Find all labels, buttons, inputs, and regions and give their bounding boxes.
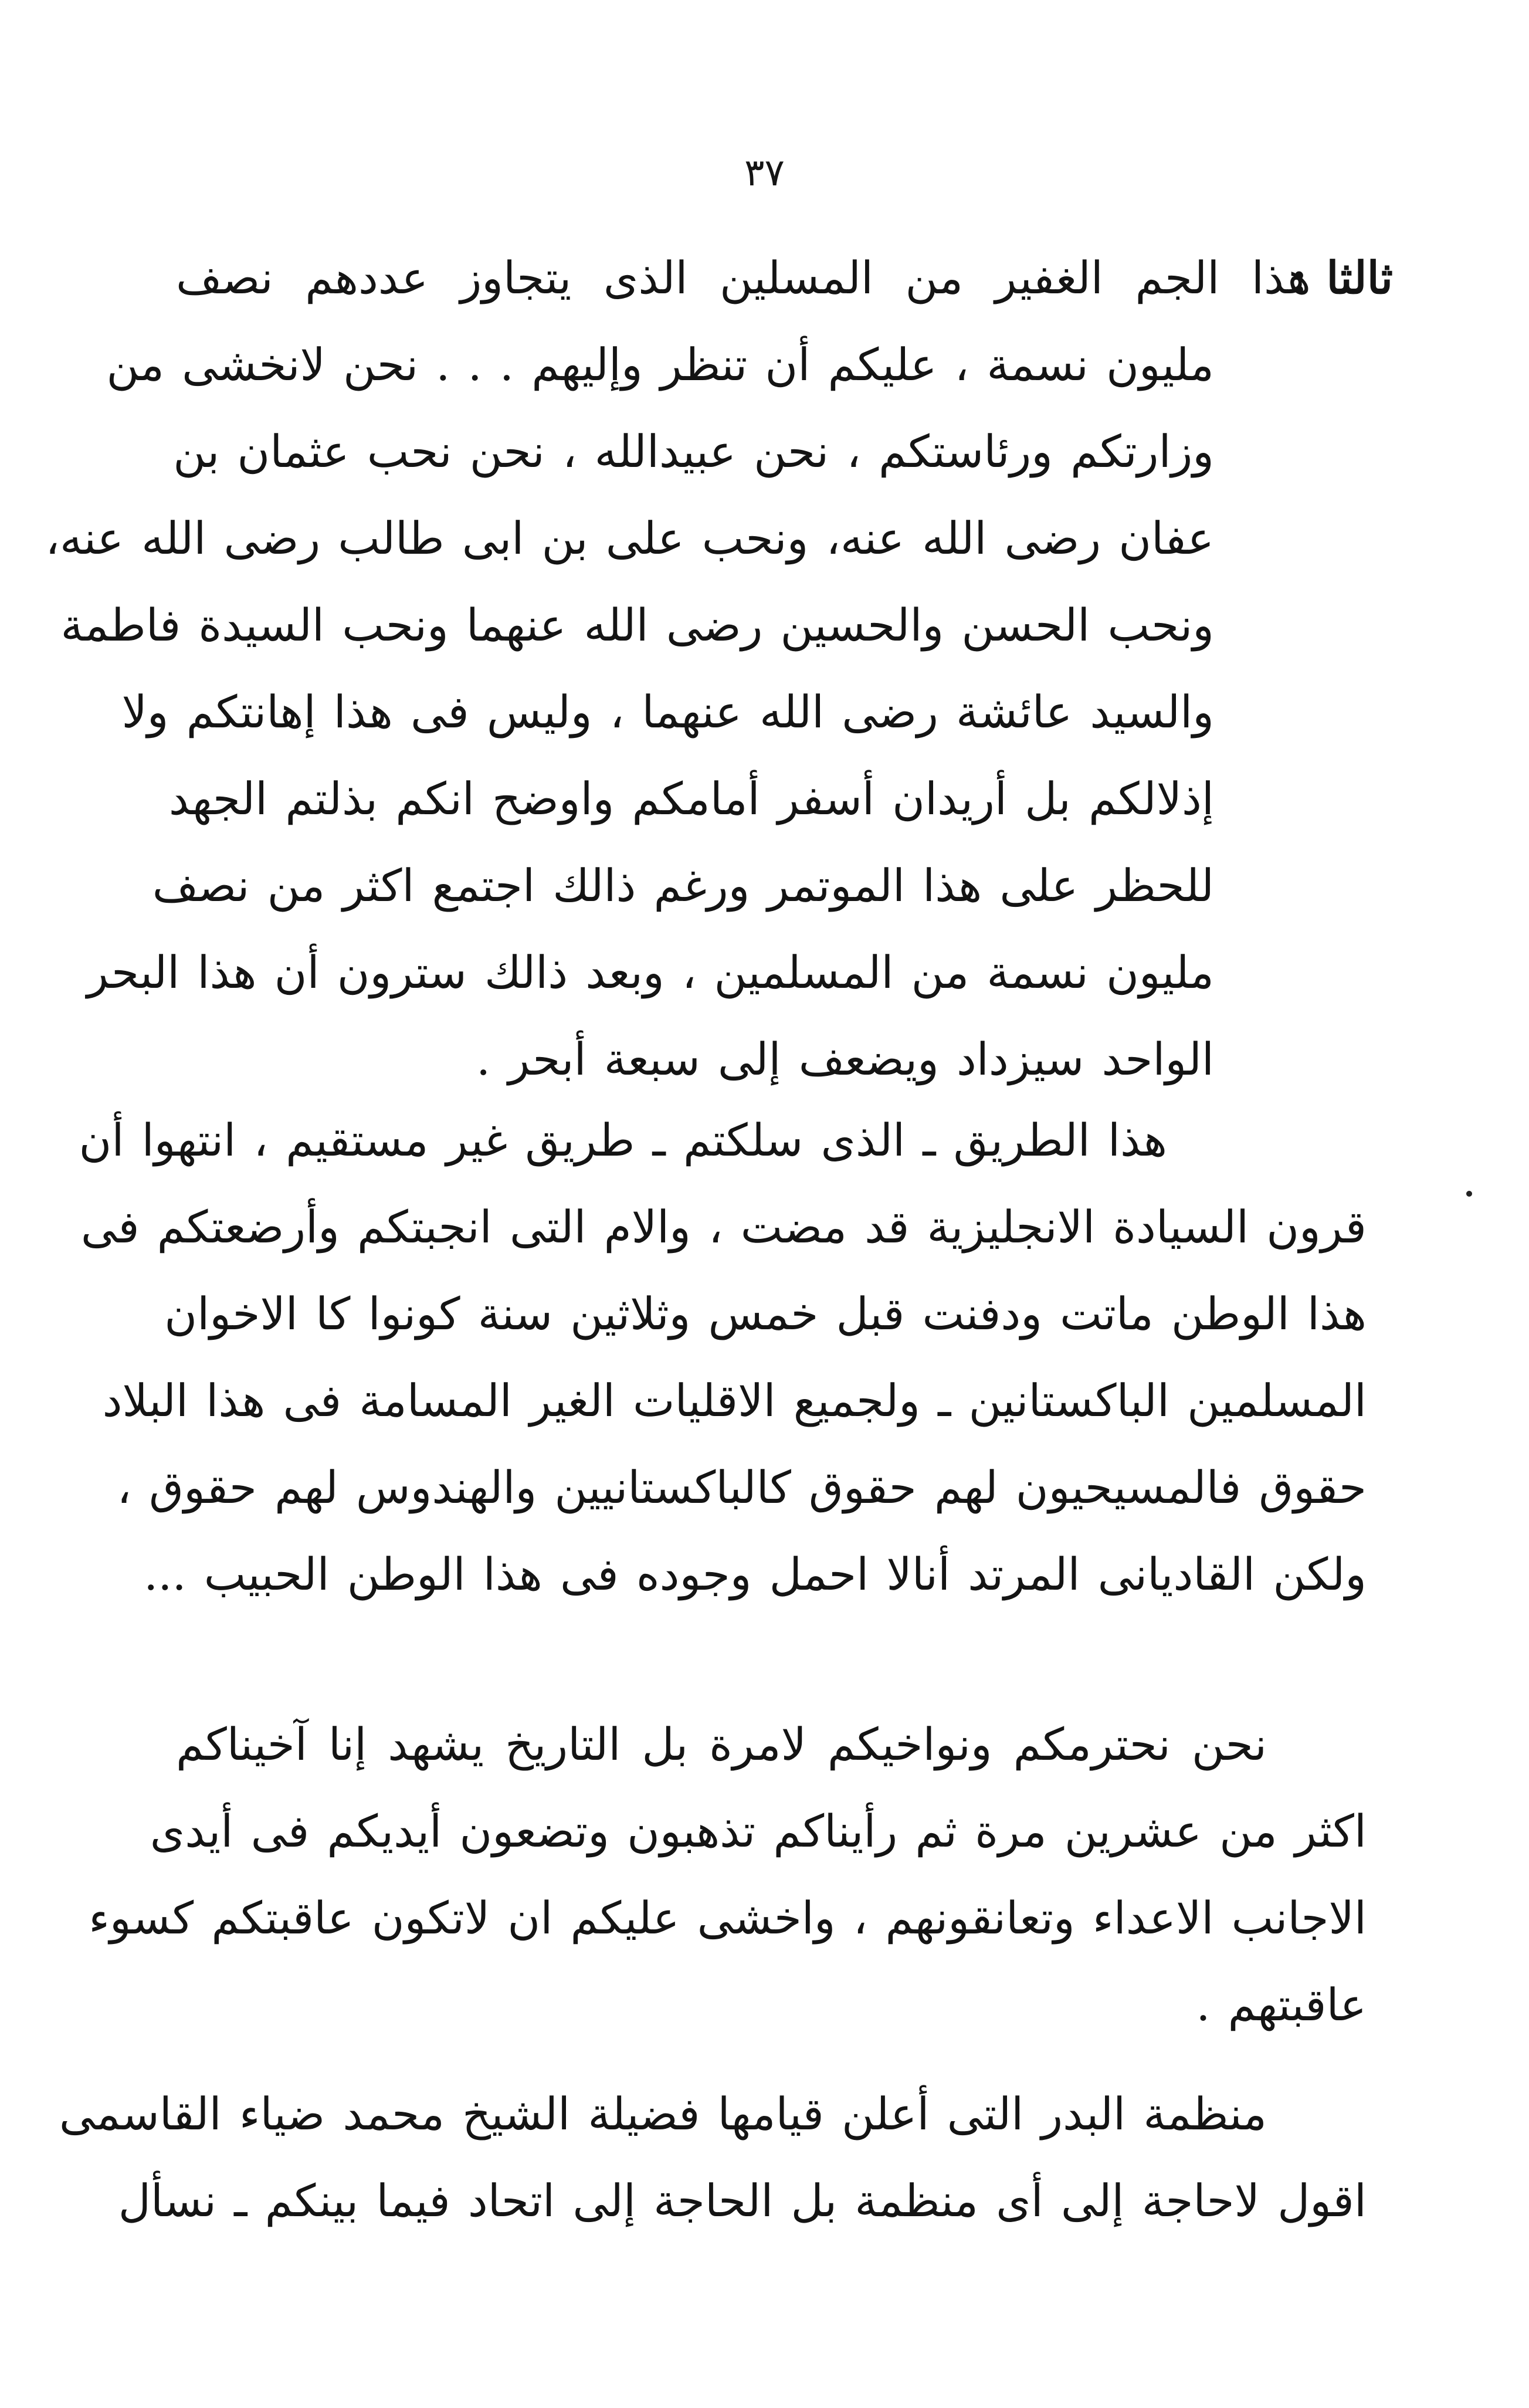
text-line: هذا الجم الغفير من المسلين الذى يتجاوز عددهم نصف — [176, 252, 1311, 304]
text-line: للحظر على هذا الموتمر ورغم ذالك اجتمع اكثر من نصف — [152, 859, 1214, 912]
paragraph — [176, 1701, 1267, 1788]
text-line: اقول لاحاجة إلى أى منظمة بل الحاجة إلى اتحاد فيما بينكم ـ نسأل — [118, 2175, 1367, 2227]
text-line: هذا الطريق ـ الذى سلكتم ـ طريق غير مستقيم ، انتهوا أن — [79, 1114, 1167, 1166]
text-line: حقوق فالمسيحيون لهم حقوق كالباكستانيين والهندوس لهم حقوق ، — [117, 1461, 1367, 1513]
text-line: المسلمين الباكستانين ـ ولجميع الاقليات الغير المسامة فى هذا البلاد — [102, 1374, 1367, 1427]
item-label: ثالثا : — [1290, 252, 1393, 304]
text-line: مليون نسمة ، عليكم أن تنظر وإليهم . . . نحن لانخشى من — [106, 338, 1214, 391]
item-three-body — [45, 321, 1214, 1103]
text-line: منظمة البدر التى أعلن قيامها فضيلة الشيخ محمد ضياء القاسمى — [59, 2088, 1267, 2140]
item-three-label-wrap — [1290, 235, 1393, 321]
text-line: الواحد سيزداد ويضعف إلى سبعة أبحر . — [476, 1033, 1214, 1085]
text-line: ونحب الحسن والحسين رضى الله عنهما ونحب السيدة فاطمة — [60, 599, 1214, 651]
paragraph — [59, 2071, 1267, 2158]
text-line: والسيد عائشة رضى الله عنهما ، وليس فى هذا إهانتكم ولا — [121, 686, 1214, 738]
text-line: الاجانب الاعداء وتعانقونهم ، واخشى عليكم ان لاتكون عاقبتكم كسوء — [89, 1892, 1367, 1944]
page-number: ٣٧ — [744, 151, 785, 195]
text-line: إذلالكم بل أريدان أسفر أمامكم واوضح انكم بذلتم الجهد — [168, 773, 1214, 825]
paragraph-body — [89, 1788, 1367, 2048]
text-line: ولكن القاديانى المرتد أنالا احمل وجوده فى هذا الوطن الحبيب ... — [144, 1548, 1367, 1600]
text-line: نحن نحترمكم ونواخيكم لامرة بل التاريخ يشهد إنا آخيناكم — [176, 1718, 1267, 1770]
item-three-first-line — [176, 235, 1311, 321]
margin-dot — [1466, 1191, 1472, 1197]
text-line: وزارتكم ورئاستكم ، نحن عبيدالله ، نحن نحب عثمان بن — [173, 425, 1214, 477]
text-line: اكثر من عشرين مرة ثم رأيناكم تذهبون وتضعون أيديكم فى أيدى — [150, 1805, 1367, 1857]
text-line: مليون نسمة من المسلمين ، وبعد ذالك سترون أن هذا البحر — [87, 946, 1214, 998]
paragraph-body — [118, 2158, 1367, 2244]
text-line: عفان رضى الله عنه، ونحب على بن ابى طالب رضى الله عنه، — [45, 512, 1214, 564]
paragraph — [79, 1097, 1267, 1184]
text-line: عاقبتهم . — [1196, 1979, 1367, 2031]
text-line: قرون السيادة الانجليزية قد مضت ، والام التى انجبتكم وأرضعتكم فى — [80, 1201, 1367, 1253]
text-line: هذا الوطن ماتت ودفنت قبل خمس وثلاثين سنة كونوا كا الاخوان — [164, 1288, 1367, 1340]
paragraph-body — [80, 1184, 1367, 1618]
